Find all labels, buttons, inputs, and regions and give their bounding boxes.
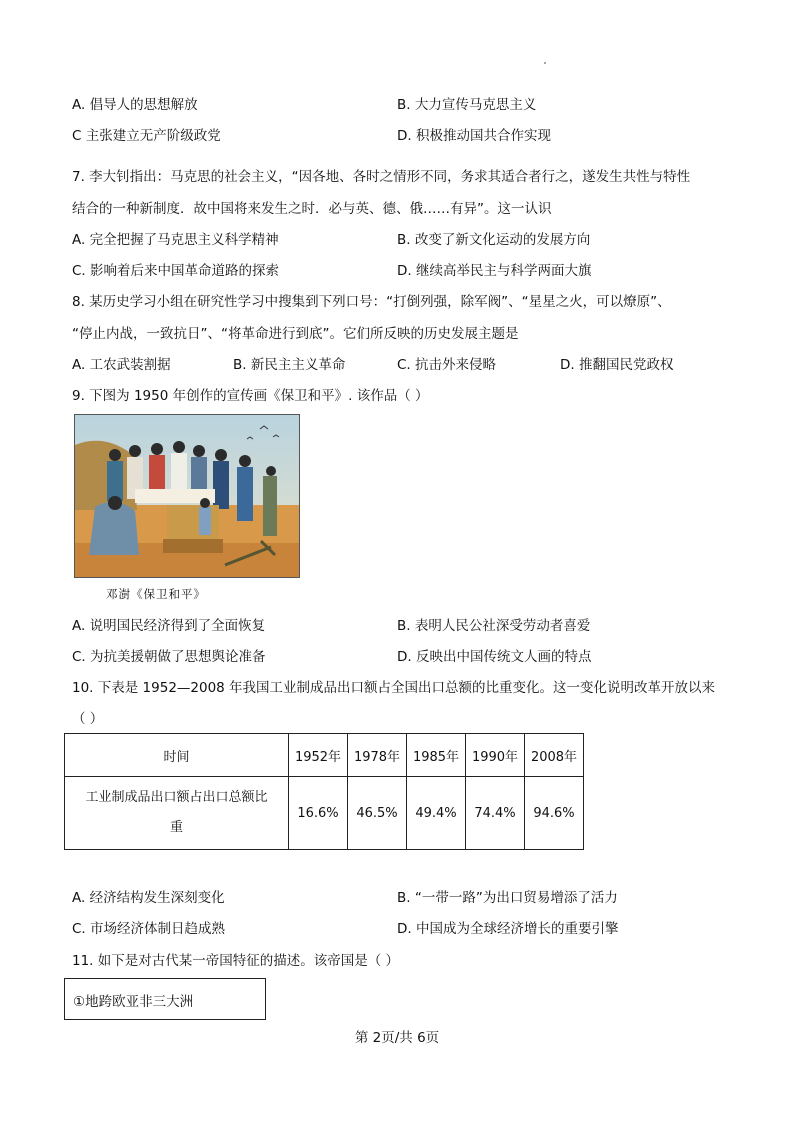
table-value: 46.5%	[348, 777, 407, 850]
q9-stem: 9. 下图为 1950 年创作的宣传画《保卫和平》. 该作品（ ）	[72, 388, 429, 404]
q10-option-c[interactable]: C. 市场经济体制日趋成熟	[72, 921, 226, 937]
table-row-label-line2: 重	[169, 820, 183, 835]
table-year: 1985年	[407, 734, 466, 777]
q8-option-c[interactable]: C. 抗击外来侵略	[397, 357, 497, 373]
q10-option-b[interactable]: B. “一带一路”为出口贸易增添了活力	[397, 890, 618, 906]
table-value: 94.6%	[525, 777, 584, 850]
painting-caption: 邓澍《保卫和平》	[106, 587, 206, 601]
table-row-label	[65, 777, 289, 850]
table-year: 2008年	[525, 734, 584, 777]
table-value: 16.6%	[289, 777, 348, 850]
table-header-row	[65, 734, 584, 777]
page-number: 第 2页/共 6页	[354, 1030, 440, 1046]
q6-option-d[interactable]: D. 积极推动国共合作实现	[397, 128, 551, 144]
q7-option-b[interactable]: B. 改变了新文化运动的发展方向	[397, 232, 591, 248]
table-header-label: 时间	[65, 734, 289, 777]
q6-option-a[interactable]: A. 倡导人的思想解放	[72, 97, 198, 113]
q8-option-a[interactable]: A. 工农武装割据	[72, 357, 171, 373]
q9-option-c[interactable]: C. 为抗美援朝做了思想舆论准备	[72, 649, 266, 665]
table-value: 74.4%	[466, 777, 525, 850]
table-year: 1990年	[466, 734, 525, 777]
q8-stem-line1: 8. 某历史学习小组在研究性学习中搜集到下列口号：“打倒列强，除军阀”、“星星之火，可以燎原”、	[72, 294, 671, 310]
table-row-label-line1: 工业制成品出口额占出口总额比	[85, 790, 268, 805]
q10-stem-line2: （ ）	[72, 711, 104, 727]
propaganda-painting	[74, 414, 300, 578]
q9-option-d[interactable]: D. 反映出中国传统文人画的特点	[397, 649, 592, 665]
q8-option-b[interactable]: B. 新民主主义革命	[233, 357, 346, 373]
q7-option-c[interactable]: C. 影响着后来中国革命道路的探索	[72, 263, 280, 279]
q10-stem-line1: 10. 下表是 1952—2008 年我国工业制成品出口额占全国出口总额的比重变化。这一变化说明改革开放以来	[72, 680, 716, 696]
q11-feature-item: ①地跨欧亚非三大洲	[73, 994, 194, 1010]
q10-option-a[interactable]: A. 经济结构发生深刻变化	[72, 890, 225, 906]
q6-option-c[interactable]: C 主张建立无产阶级政党	[72, 128, 221, 144]
q8-stem-line2: “停止内战，一致抗日”、“将革命进行到底”。它们所反映的历史发展主题是	[72, 326, 519, 342]
q9-option-a[interactable]: A. 说明国民经济得到了全面恢复	[72, 618, 266, 634]
export-share-table	[64, 733, 584, 850]
q7-stem-line1: 7. 李大钊指出：马克思的社会主义，“因各地、各时之情形不同，务求其适合者行之，遂发生共性与特性	[72, 169, 691, 185]
q11-stem: 11. 如下是对古代某一帝国特征的描述。该帝国是（ ）	[72, 953, 400, 969]
q8-option-d[interactable]: D. 推翻国民党政权	[560, 357, 674, 373]
q10-option-d[interactable]: D. 中国成为全球经济增长的重要引擎	[397, 921, 619, 937]
table-row	[65, 777, 584, 850]
table-year: 1978年	[348, 734, 407, 777]
q7-option-d[interactable]: D. 继续高举民主与科学两面大旗	[397, 263, 592, 279]
table-year: 1952年	[289, 734, 348, 777]
q7-option-a[interactable]: A. 完全把握了马克思主义科学精神	[72, 232, 279, 248]
table-value: 49.4%	[407, 777, 466, 850]
q6-option-b[interactable]: B. 大力宣传马克思主义	[397, 97, 537, 113]
q7-stem-line2: 结合的一种新制度．故中国将来发生之时．必与英、德、俄……有异”。这一认识	[72, 201, 552, 217]
scan-mark	[544, 62, 546, 64]
q11-feature-box	[64, 978, 266, 1020]
q9-option-b[interactable]: B. 表明人民公社深受劳动者喜爱	[397, 618, 591, 634]
